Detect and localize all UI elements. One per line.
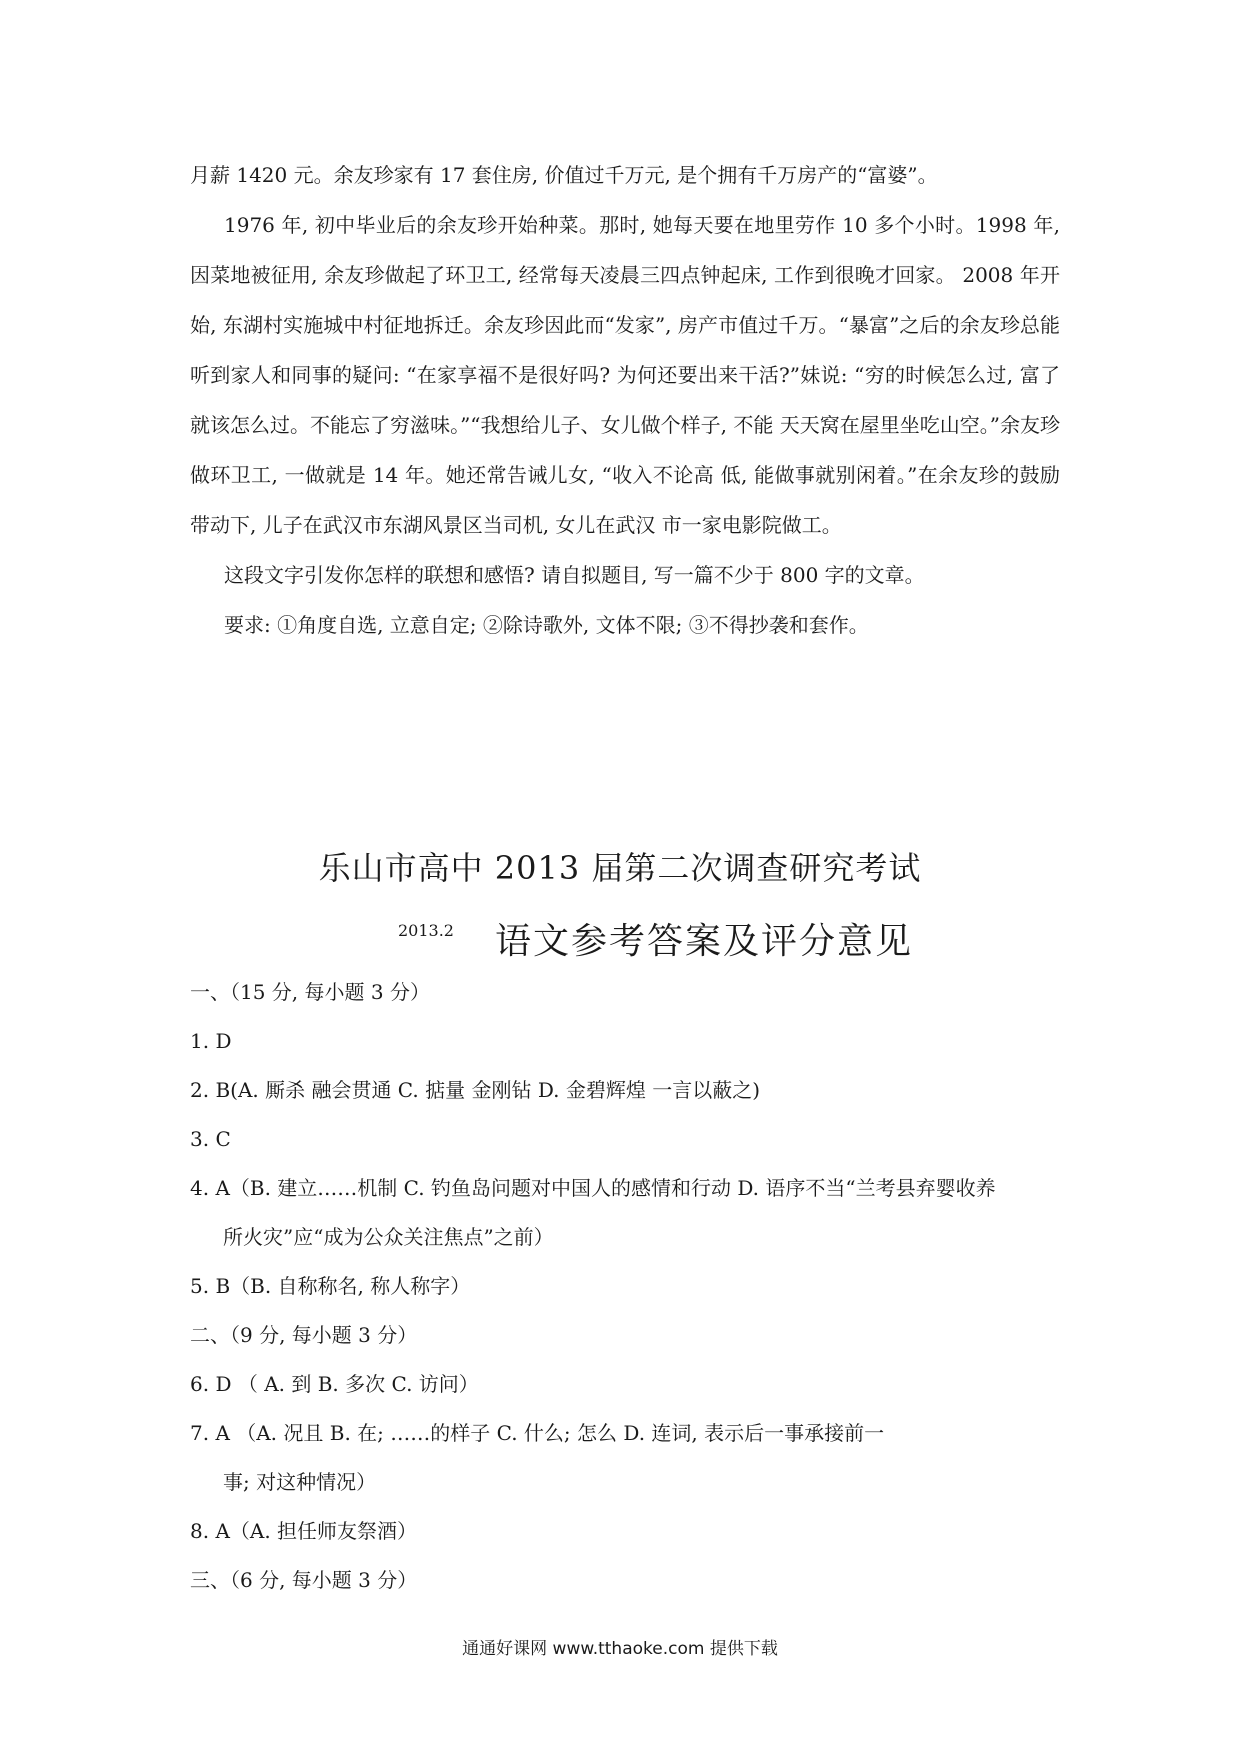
essay-prompt (190, 150, 1060, 650)
answer-item: 3. C (190, 1127, 231, 1151)
answer-list (190, 968, 1070, 1605)
answer-item: 5. B（B. 自称称名, 称人称字） (190, 1274, 471, 1298)
answer-item: 4. A（B. 建立……机制 C. 钓鱼岛问题对中国人的感情和行动 D. 语序不当“兰考县弃婴收养 (190, 1176, 996, 1200)
section-heading: 二、（9 分, 每小题 3 分） (190, 1323, 418, 1347)
essay-paragraph-2: 1976 年, 初中毕业后的余友珍开始种菜。那时, 她每天要在地里劳作 10 多个小时。1998 年, 因菜地被征用, 余友珍做起了环卫工, 经常每天凌晨三四点钟起床, 工作到很晚才回家。 2008 年开始, 东湖村实施城中村征地拆迁。余友珍因此而“发家”, 房产市值过千万。“暴富”之后的余友珍总能听到家人和同事的疑问: “在家享福不是很好吗? 为何还要出来干活?”妹说: “穷的时候怎么过, 富了就该怎么过。不能忘了穷滋味。”“我想给儿子、女儿做个样子, 不能 天天窝在屋里坐吃山空。”余友珍做环卫工, 一做就是 14 年。她还常告诫儿女, “收入不论高 低, 能做事就别闲着。”在余友珍的鼓励带动下, 儿子在武汉市东湖风景区当司机, 女儿在武汉 市一家电影院做工。 (190, 213, 1060, 537)
essay-requirements: 要求: ①角度自选, 立意自定; ②除诗歌外, 文体不限; ③不得抄袭和套作。 (224, 613, 869, 637)
answer-item: 7. A （A. 况且 B. 在; ……的样子 C. 什么; 怎么 D. 连词, 表示后一事承接前一 (190, 1421, 885, 1445)
answer-key-title: 语文参考答案及评分意见 (495, 921, 914, 962)
answer-continuation: 事; 对这种情况） (223, 1470, 377, 1494)
section-heading: 一、（15 分, 每小题 3 分） (190, 980, 430, 1004)
answer-item: 6. D （ A. 到 B. 多次 C. 访问） (190, 1372, 479, 1396)
answer-continuation: 所火灾”应“成为公众关注焦点”之前） (223, 1225, 554, 1249)
essay-paragraph-1: 月薪 1420 元。余友珍家有 17 套住房, 价值过千万元, 是个拥有千万房产的“富婆”。 (190, 163, 938, 187)
answer-item: 1. D (190, 1029, 232, 1053)
section-heading: 三、（6 分, 每小题 3 分） (190, 1568, 418, 1592)
exam-title: 乐山市高中 2013 届第二次调查研究考试 (318, 849, 922, 887)
exam-date: 2013.2 (398, 921, 454, 940)
essay-paragraph-3: 这段文字引发你怎样的联想和感悟? 请自拟题目, 写一篇不少于 800 字的文章。 (224, 563, 925, 587)
answer-item: 2. B(A. 厮杀 融会贯通 C. 掂量 金刚钻 D. 金碧辉煌 一言以蔽之) (190, 1078, 761, 1102)
answer-item: 8. A（A. 担任师友祭酒） (190, 1519, 418, 1543)
footer-watermark: 通通好课网 www.tthaoke.com 提供下载 (462, 1639, 778, 1659)
